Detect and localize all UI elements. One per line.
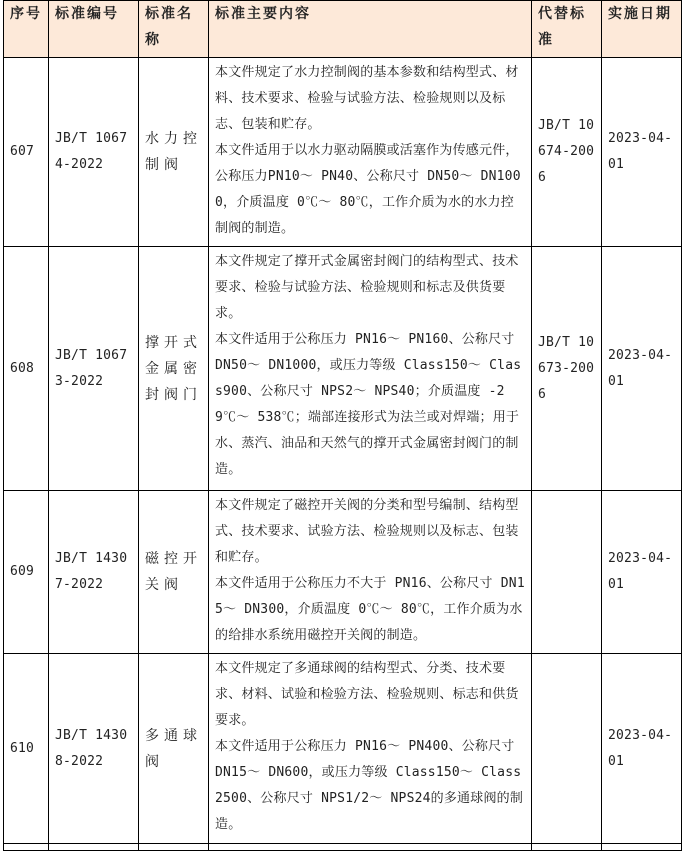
content-applicability-paragraph: 本文件适用于以水力驱动隔膜或活塞作为传感元件，公称压力PN10～ PN40、公称尺寸 DN50～ DN1000，介质温度 0℃～ 80℃，工作介质为水的水力控制阀的制造。	[215, 143, 521, 236]
row-main-content	[209, 654, 532, 844]
header-main-content: 标准主要内容	[209, 1, 532, 58]
standards-table-page	[3, 0, 681, 851]
header-effective-date: 实施日期	[602, 1, 682, 58]
header-serial-no: 序号	[4, 1, 49, 58]
content-scope-paragraph: 本文件规定了多通球阀的结构型式、分类、技术要求、材料、试验和检验方法、检验规则、标志和供货要求。	[215, 661, 519, 728]
row-main-content	[209, 58, 532, 247]
table-row	[4, 247, 682, 491]
table-row-partial	[4, 844, 682, 851]
content-scope-paragraph: 本文件规定了撑开式金属密封阀门的结构型式、技术要求、检验与试验方法、检验规则和标志及供货要求。	[215, 254, 519, 321]
row-serial-no: 608	[4, 247, 49, 491]
row-replaced-standard: JB/T 10674-2006	[532, 58, 602, 247]
row-effective-date: 2023-04-01	[602, 247, 682, 491]
table-row	[4, 58, 682, 247]
row-standard-name: 磁控开关阀	[139, 491, 209, 654]
row-standard-code: JB/T 10674-2022	[49, 58, 139, 247]
row-standard-code: JB/T 10673-2022	[49, 247, 139, 491]
row-replaced-standard	[532, 491, 602, 654]
row-effective-date: 2023-04-01	[602, 58, 682, 247]
content-applicability-paragraph: 本文件适用于公称压力 PN16～ PN400、公称尺寸 DN15～ DN600，或压力等级 Class150～ Class2500、公称尺寸 NPS1/2～ NPS24的多通球阀的制造。	[215, 739, 524, 832]
content-scope-paragraph: 本文件规定了水力控制阀的基本参数和结构型式、材料、技术要求、检验与试验方法、检验规则以及标志、包装和贮存。	[215, 65, 519, 132]
row-replaced-standard	[532, 654, 602, 844]
row-serial-no: 609	[4, 491, 49, 654]
row-main-content	[209, 247, 532, 491]
row-main-content	[209, 491, 532, 654]
table-header-row	[4, 1, 682, 58]
header-standard-code: 标准编号	[49, 1, 139, 58]
row-effective-date: 2023-04-01	[602, 654, 682, 844]
row-standard-name: 多通球阀	[139, 654, 209, 844]
row-standard-code: JB/T 14307-2022	[49, 491, 139, 654]
table-row	[4, 491, 682, 654]
row-effective-date: 2023-04-01	[602, 491, 682, 654]
row-serial-no: 607	[4, 58, 49, 247]
header-standard-name: 标准名称	[139, 1, 209, 58]
row-standard-name: 水力控制阀	[139, 58, 209, 247]
header-replaced-standard: 代替标准	[532, 1, 602, 58]
content-applicability-paragraph: 本文件适用于公称压力不大于 PN16、公称尺寸 DN15～ DN300，介质温度 0℃～ 80℃，工作介质为水的给排水系统用磁控开关阀的制造。	[215, 576, 525, 643]
row-standard-code: JB/T 14308-2022	[49, 654, 139, 844]
row-serial-no: 610	[4, 654, 49, 844]
row-standard-name: 撑开式金属密封阀门	[139, 247, 209, 491]
table-row	[4, 654, 682, 844]
standards-table	[3, 0, 682, 851]
row-replaced-standard: JB/T 10673-2006	[532, 247, 602, 491]
content-applicability-paragraph: 本文件适用于公称压力 PN16～ PN160、公称尺寸 DN50～ DN1000，或压力等级 Class150～ Class900、公称尺寸 NPS2～ NPS40；介质温度 -29℃～ 538℃；端部连接形式为法兰或对焊端；用于水、蒸汽、油品和天然气的撑开式金属密封阀门的制造。	[215, 332, 522, 477]
content-scope-paragraph: 本文件规定了磁控开关阀的分类和型号编制、结构型式、技术要求、试验方法、检验规则以及标志、包装和贮存。	[215, 498, 519, 565]
